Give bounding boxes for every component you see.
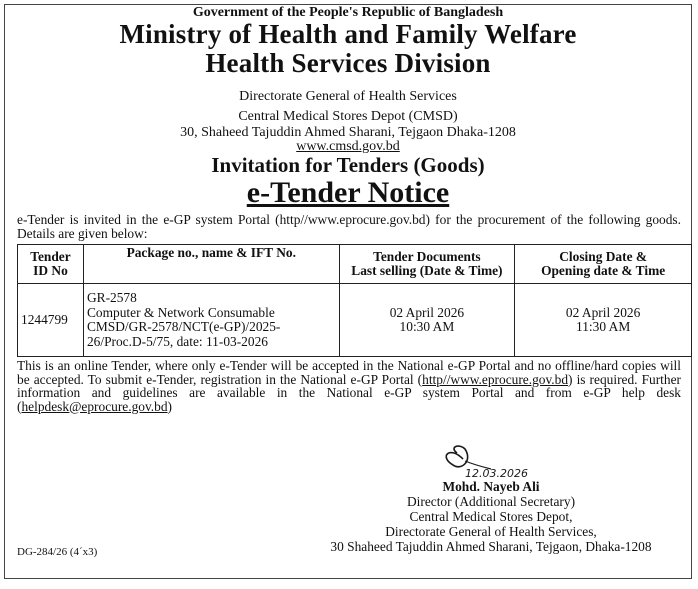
instructions-text-3: ) (167, 398, 173, 414)
signer-designation: Director (Additional Secretary) (406, 494, 576, 509)
office-address: 30, Shaheed Tajuddin Ahmed Sharani, Tejgaon Dhaka-1208 (180, 125, 516, 140)
directorate-line: Directorate General of Health Services (239, 89, 457, 104)
instructions-text-1: This is an online Tender, where only e-Tender will be accepted in the National e-GP Portal and no offline/hard copies will be accepted. To submit e-Tender, registration in the National e-GP Portal ( (17, 358, 681, 387)
signature-date: 12.03.2026 (465, 467, 528, 480)
handwritten-signature (435, 441, 555, 483)
office-line: Central Medical Stores Depot (CMSD) (238, 109, 458, 124)
table-header-row (18, 245, 692, 284)
signer-directorate: Directorate General of Health Services, (385, 524, 597, 539)
instructions-text-2: ) is required. Further information and guidelines are available in the National e-GP system Portal and from e-GP help desk ( (17, 371, 681, 414)
helpdesk-email-link[interactable]: helpdesk@eprocure.gov.bd (21, 398, 168, 414)
intro-text-1: e-Tender is invited in the e-GP system Portal ( (17, 212, 280, 227)
website-link[interactable]: www.cmsd.gov.bd (296, 139, 400, 154)
header-tender-id: Tender ID No (18, 245, 84, 284)
signer-name: Mohd. Nayeb Ali (442, 479, 540, 494)
division-title: Health Services Division (205, 48, 491, 78)
header-tender-documents: Tender Documents Last selling (Date & Time) (339, 245, 515, 284)
ministry-title: Ministry of Health and Family Welfare (119, 19, 577, 49)
header-closing-date: Closing Date & Opening date & Time (515, 245, 692, 284)
eprocure-link[interactable]: http//www.eprocure.gov.bd (279, 212, 426, 227)
tender-table (17, 244, 692, 357)
tender-notice-page (4, 4, 692, 579)
signer-office: Central Medical Stores Depot, (409, 509, 573, 524)
table-row (18, 284, 692, 357)
intro-paragraph (17, 213, 681, 240)
cell-tender-id: 1244799 (18, 284, 84, 357)
header-package: Package no., name & IFT No. (83, 245, 339, 284)
egp-portal-link[interactable]: http//www.eprocure.gov.bd (422, 371, 569, 387)
cell-package: GR-2578 Computer & Network Consumable CMSD/GR-2578/NCT(e-GP)/2025- 26/Proc.D-5/75, date: 11-03-2026 (83, 284, 339, 357)
notice-heading: Invitation for Tenders (Goods) (211, 153, 485, 177)
reference-number: DG-284/26 (4´x3) (17, 546, 98, 558)
instructions-paragraph (17, 359, 681, 413)
signer-address: 30 Shaheed Tajuddin Ahmed Sharani, Tejgaon, Dhaka-1208 (330, 539, 652, 554)
intro-text-2: ) for the procurement of the following goods. Details are given below: (17, 212, 681, 241)
cell-document-deadline: 02 April 2026 10:30 AM (339, 284, 515, 357)
government-line: Government of the People's Republic of Bangladesh (192, 5, 504, 20)
notice-title: e-Tender Notice (246, 176, 450, 209)
cell-closing-date: 02 April 2026 11:30 AM (515, 284, 692, 357)
